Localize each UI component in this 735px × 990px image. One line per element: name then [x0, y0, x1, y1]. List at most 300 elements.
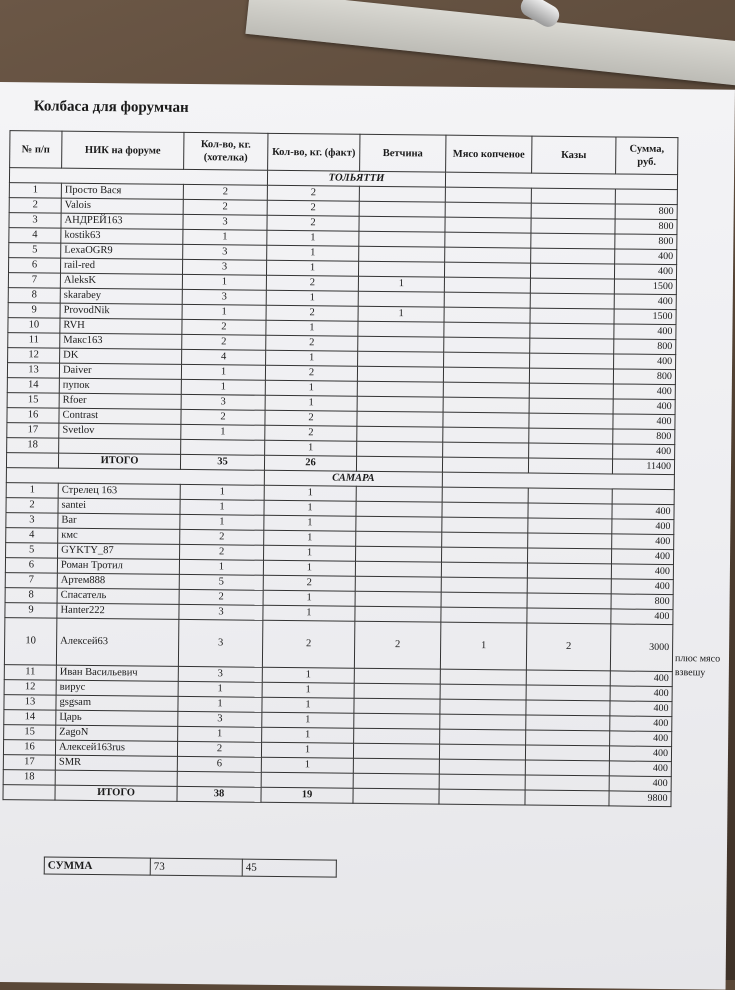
- cell-n: 9: [8, 303, 60, 319]
- cell-smoked: [443, 382, 529, 398]
- cell-sum: 800: [614, 339, 676, 355]
- cell-sum: 400: [615, 249, 677, 265]
- cell-smoked: [442, 517, 528, 533]
- cell-n: 15: [4, 725, 56, 741]
- cell-nick: santei: [58, 498, 180, 514]
- cell-smoked: [441, 607, 527, 623]
- cell-want: 3: [181, 394, 265, 410]
- cell-fact: 1: [261, 742, 353, 758]
- total-blank: [6, 453, 58, 469]
- cell-kazy: [526, 670, 610, 686]
- cell-nick: rail-red: [61, 258, 183, 274]
- cell-n: 12: [8, 348, 60, 364]
- cell-nick: ProvodNik: [60, 303, 182, 319]
- cell-want: 3: [183, 244, 267, 260]
- cell-smoked: 1: [440, 622, 526, 670]
- cell-sum: 400: [613, 384, 675, 400]
- cell-smoked: [441, 577, 527, 593]
- cell-want: 3: [178, 619, 262, 667]
- cell-n: 11: [4, 665, 56, 681]
- col-want: Кол-во, кг. (хотелка): [184, 132, 268, 170]
- cell-sum: 400: [612, 504, 674, 520]
- col-nick: НИК на форуме: [62, 131, 184, 169]
- cell-sum: 400: [611, 564, 673, 580]
- cell-smoked: [442, 487, 528, 503]
- cell-sum: 800: [615, 234, 677, 250]
- cell-smoked: [440, 684, 526, 700]
- cell-sum: 400: [611, 609, 673, 625]
- cell-nick: Svetlov: [59, 423, 181, 439]
- cell-sum: [615, 189, 677, 205]
- total-blank: [442, 457, 528, 473]
- cell-sum: 400: [614, 324, 676, 340]
- city-name: ТОЛЬЯТТИ: [267, 170, 445, 187]
- cell-smoked: [442, 532, 528, 548]
- cell-sum: 400: [614, 294, 676, 310]
- cell-nick: GYKTY_87: [58, 543, 180, 559]
- cell-ham: [358, 336, 444, 352]
- cell-sum: 1500: [614, 279, 676, 295]
- cell-kazy: [530, 293, 614, 309]
- cell-fact: 1: [263, 590, 355, 606]
- cell-nick: kostik63: [61, 228, 183, 244]
- cell-n: 4: [9, 228, 61, 244]
- cell-ham: [357, 441, 443, 457]
- cell-want: 2: [177, 741, 261, 757]
- cell-kazy: [529, 383, 613, 399]
- cell-smoked: [444, 352, 530, 368]
- cell-fact: 1: [266, 260, 358, 276]
- cell-ham: [355, 576, 441, 592]
- cell-kazy: [529, 413, 613, 429]
- cell-nick: Hanter222: [57, 603, 179, 619]
- cell-want: 4: [182, 349, 266, 365]
- cell-n: 7: [8, 273, 60, 289]
- cell-sum: 800: [613, 429, 675, 445]
- col-smoked: Мясо копченое: [446, 135, 532, 173]
- cell-n: 6: [5, 558, 57, 574]
- cell-want: 3: [178, 711, 262, 727]
- cell-n: 14: [7, 378, 59, 394]
- cell-ham: [358, 351, 444, 367]
- cell-n: 5: [6, 543, 58, 559]
- cell-n: 8: [8, 288, 60, 304]
- cell-sum: 400: [612, 519, 674, 535]
- cell-ham: [357, 426, 443, 442]
- cell-smoked: [439, 774, 525, 790]
- col-fact: Кол-во, кг. (факт): [268, 133, 360, 171]
- cell-kazy: [526, 685, 610, 701]
- cell-fact: 1: [267, 245, 359, 261]
- cell-nick: Стрелец 163: [58, 483, 180, 499]
- cell-smoked: [444, 307, 530, 323]
- cell-nick: [59, 438, 181, 454]
- cell-nick: skarabey: [60, 288, 182, 304]
- cell-want: 1: [180, 514, 264, 530]
- cell-kazy: [529, 443, 613, 459]
- cell-want: 2: [183, 184, 267, 200]
- cell-smoked: [443, 442, 529, 458]
- cell-sum: 800: [615, 219, 677, 235]
- cell-kazy: [527, 593, 611, 609]
- cell-ham: [354, 683, 440, 699]
- cell-kazy: [526, 715, 610, 731]
- cell-ham: [353, 773, 439, 789]
- cell-nick: Спасатель: [57, 588, 179, 604]
- cell-kazy: [528, 533, 612, 549]
- cell-smoked: [445, 202, 531, 218]
- cell-ham: [356, 501, 442, 517]
- cell-kazy: [531, 248, 615, 264]
- cell-nick: Алексей163rus: [55, 740, 177, 756]
- cell-fact: 1: [263, 605, 355, 621]
- cell-sum: 400: [609, 776, 671, 792]
- cell-kazy: 2: [526, 623, 610, 671]
- cell-want: 1: [181, 379, 265, 395]
- cell-smoked: [444, 337, 530, 353]
- cell-ham: [358, 261, 444, 277]
- cell-nick: DK: [60, 348, 182, 364]
- cell-smoked: [443, 427, 529, 443]
- cell-ham: [356, 486, 442, 502]
- cell-want: 1: [180, 499, 264, 515]
- cell-fact: 2: [265, 410, 357, 426]
- cell-n: 1: [6, 483, 58, 499]
- cell-fact: 2: [263, 575, 355, 591]
- cell-fact: 1: [265, 395, 357, 411]
- total-sum: 9800: [609, 791, 671, 807]
- cell-kazy: [530, 308, 614, 324]
- cell-smoked: [440, 714, 526, 730]
- cell-want: 2: [180, 529, 264, 545]
- note-text: плюс мясо взвешу: [674, 653, 721, 679]
- total-blank: [439, 789, 525, 805]
- col-num: № п/п: [10, 131, 62, 169]
- cell-nick: ZagoN: [56, 725, 178, 741]
- cell-fact: 2: [266, 305, 358, 321]
- cell-ham: [355, 606, 441, 622]
- cell-n: 17: [3, 755, 55, 771]
- cell-smoked: [441, 562, 527, 578]
- cell-ham: [359, 201, 445, 217]
- cell-smoked: [445, 187, 531, 203]
- cell-nick: Макс163: [60, 333, 182, 349]
- total-label: ИТОГО: [55, 785, 177, 801]
- cell-n: 18: [3, 770, 55, 786]
- cell-fact: 1: [262, 667, 354, 683]
- cell-fact: 1: [266, 290, 358, 306]
- cell-want: 1: [178, 681, 262, 697]
- cell-fact: 2: [267, 185, 359, 201]
- cell-sum: 400: [612, 534, 674, 550]
- cell-fact: 1: [266, 320, 358, 336]
- cell-kazy: [529, 368, 613, 384]
- cell-nick: Роман Тротил: [57, 558, 179, 574]
- cell-ham: 1: [358, 306, 444, 322]
- cell-kazy: [529, 398, 613, 414]
- cell-kazy: [531, 203, 615, 219]
- cell-fact: 1: [261, 757, 353, 773]
- cell-fact: 1: [264, 500, 356, 516]
- cell-want: 6: [177, 756, 261, 772]
- cell-n: 12: [4, 680, 56, 696]
- cell-want: [181, 439, 265, 455]
- cell-smoked: [445, 217, 531, 233]
- table-row: [4, 618, 672, 672]
- cell-n: 3: [9, 213, 61, 229]
- cell-fact: 1: [262, 682, 354, 698]
- cell-fact: 1: [262, 712, 354, 728]
- cell-want: 2: [181, 409, 265, 425]
- cell-kazy: [527, 608, 611, 624]
- cell-fact: 1: [264, 530, 356, 546]
- cell-fact: 2: [266, 275, 358, 291]
- total-want: 35: [180, 454, 264, 470]
- cell-kazy: [528, 503, 612, 519]
- cell-n: 1: [9, 183, 61, 199]
- cell-sum: 400: [610, 731, 672, 747]
- cell-want: 5: [179, 574, 263, 590]
- cell-sum: 400: [610, 701, 672, 717]
- cell-nick: gsgsam: [56, 695, 178, 711]
- document-title: Колбаса для форумчан: [33, 98, 189, 116]
- summary-fact: 45: [242, 859, 336, 877]
- cell-kazy: [530, 278, 614, 294]
- cell-want: 2: [180, 544, 264, 560]
- cell-kazy: [525, 760, 609, 776]
- total-sum: 11400: [612, 459, 674, 475]
- cell-n: 17: [7, 423, 59, 439]
- cell-ham: [355, 561, 441, 577]
- cell-smoked: [445, 232, 531, 248]
- cell-ham: [357, 366, 443, 382]
- cell-fact: 1: [265, 380, 357, 396]
- cell-n: 7: [5, 573, 57, 589]
- cell-smoked: [443, 367, 529, 383]
- cell-fact: 1: [264, 545, 356, 561]
- cell-nick: SMR: [55, 755, 177, 771]
- cell-n: 8: [5, 588, 57, 604]
- cell-kazy: [530, 323, 614, 339]
- cell-want: 1: [179, 559, 263, 575]
- cell-smoked: [445, 247, 531, 263]
- cell-n: 16: [3, 740, 55, 756]
- cell-nick: пупок: [59, 378, 181, 394]
- cell-want: 3: [182, 289, 266, 305]
- cell-smoked: [442, 502, 528, 518]
- cell-nick: Valois: [61, 198, 183, 214]
- cell-sum: 800: [615, 204, 677, 220]
- cell-want: 2: [183, 199, 267, 215]
- cell-ham: [357, 396, 443, 412]
- cell-kazy: [527, 563, 611, 579]
- cell-sum: 400: [610, 686, 672, 702]
- cell-nick: Rfoer: [59, 393, 181, 409]
- cell-ham: [358, 291, 444, 307]
- summary-want: 73: [150, 858, 242, 876]
- cell-kazy: [528, 518, 612, 534]
- cell-ham: [359, 231, 445, 247]
- cell-smoked: [443, 397, 529, 413]
- cell-kazy: [525, 775, 609, 791]
- cell-kazy: [531, 188, 615, 204]
- cell-n: 2: [6, 498, 58, 514]
- summary-table: [44, 857, 337, 878]
- cell-kazy: [530, 338, 614, 354]
- cell-nick: вирус: [56, 680, 178, 696]
- cell-want: 1: [181, 364, 265, 380]
- cell-want: 1: [180, 484, 264, 500]
- cell-want: 2: [179, 589, 263, 605]
- cell-nick: Просто Вася: [61, 183, 183, 199]
- cell-want: 3: [179, 604, 263, 620]
- cell-sum: 400: [614, 354, 676, 370]
- cell-sum: 800: [611, 594, 673, 610]
- total-blank: [525, 790, 609, 806]
- cell-sum: 400: [613, 414, 675, 430]
- cell-want: 1: [178, 726, 262, 742]
- cell-want: 2: [182, 319, 266, 335]
- cell-want: 1: [181, 424, 265, 440]
- cell-kazy: [526, 700, 610, 716]
- cell-sum: 400: [613, 399, 675, 415]
- cell-sum: 400: [609, 761, 671, 777]
- cell-n: 14: [4, 710, 56, 726]
- cell-want: [177, 771, 261, 787]
- cell-kazy: [528, 488, 612, 504]
- cell-smoked: [440, 729, 526, 745]
- cell-ham: [355, 591, 441, 607]
- cell-ham: [356, 516, 442, 532]
- cell-want: 3: [178, 666, 262, 682]
- cell-sum: 3000: [610, 624, 672, 672]
- cell-fact: 2: [267, 215, 359, 231]
- total-blank: [3, 785, 55, 801]
- cell-sum: 400: [609, 746, 671, 762]
- cell-ham: [354, 728, 440, 744]
- cell-nick: Иван Васильевич: [56, 665, 178, 681]
- cell-kazy: [531, 233, 615, 249]
- cell-kazy: [530, 353, 614, 369]
- cell-nick: кмс: [58, 528, 180, 544]
- cell-nick: LexaOGR9: [61, 243, 183, 259]
- cell-want: 1: [182, 274, 266, 290]
- cell-fact: 2: [265, 365, 357, 381]
- cell-n: 16: [7, 408, 59, 424]
- cell-n: 4: [6, 528, 58, 544]
- cell-fact: 2: [262, 620, 354, 668]
- cell-smoked: [440, 699, 526, 715]
- cell-n: 10: [8, 318, 60, 334]
- total-blank: [353, 788, 439, 804]
- total-want: 38: [177, 786, 261, 802]
- cell-sum: 400: [610, 716, 672, 732]
- cell-nick: RVH: [60, 318, 182, 334]
- cell-sum: 800: [613, 369, 675, 385]
- cell-fact: 2: [266, 335, 358, 351]
- cell-smoked: [441, 547, 527, 563]
- cell-kazy: [527, 548, 611, 564]
- cell-sum: 1500: [614, 309, 676, 325]
- cell-kazy: [531, 218, 615, 234]
- cell-ham: [357, 381, 443, 397]
- cell-n: 2: [9, 198, 61, 214]
- cell-want: 3: [183, 214, 267, 230]
- paper-sheet: [0, 82, 735, 990]
- cell-smoked: [444, 277, 530, 293]
- cell-ham: [356, 531, 442, 547]
- cell-smoked: [443, 412, 529, 428]
- cell-n: 13: [4, 695, 56, 711]
- cell-smoked: [444, 292, 530, 308]
- cell-smoked: [439, 744, 525, 760]
- cell-sum: 400: [614, 264, 676, 280]
- cell-kazy: [527, 578, 611, 594]
- cell-ham: [354, 668, 440, 684]
- cell-nick: Bar: [58, 513, 180, 529]
- col-ham: Ветчина: [360, 134, 446, 172]
- cell-ham: [354, 713, 440, 729]
- cell-fact: 1: [265, 440, 357, 456]
- cell-smoked: [439, 759, 525, 775]
- cell-sum: 400: [610, 671, 672, 687]
- cell-n: 9: [5, 603, 57, 619]
- cell-smoked: [440, 669, 526, 685]
- order-table: [2, 130, 678, 807]
- cell-ham: 1: [358, 276, 444, 292]
- cell-want: 1: [182, 304, 266, 320]
- cell-n: 3: [6, 513, 58, 529]
- cell-n: 6: [9, 258, 61, 274]
- cell-ham: [357, 411, 443, 427]
- total-fact: 19: [261, 787, 353, 803]
- cell-fact: 1: [267, 230, 359, 246]
- cell-kazy: [526, 730, 610, 746]
- cell-nick: Артем888: [57, 573, 179, 589]
- cell-nick: Contrast: [59, 408, 181, 424]
- cell-n: 10: [4, 618, 56, 666]
- cell-ham: [359, 216, 445, 232]
- cell-ham: [353, 743, 439, 759]
- cell-want: 1: [178, 696, 262, 712]
- cell-sum: 400: [611, 579, 673, 595]
- cell-want: 1: [183, 229, 267, 245]
- cell-sum: 400: [613, 444, 675, 460]
- cell-ham: [356, 546, 442, 562]
- cell-want: 2: [182, 334, 266, 350]
- cell-nick: Daiver: [59, 363, 181, 379]
- total-blank: [356, 456, 442, 472]
- cell-fact: 1: [266, 350, 358, 366]
- cell-fact: 2: [267, 200, 359, 216]
- cell-nick: Алексей63: [56, 618, 178, 666]
- cell-nick: АНДРЕЙ163: [61, 213, 183, 229]
- cell-fact: [261, 772, 353, 788]
- cell-ham: [358, 321, 444, 337]
- cell-nick: [55, 770, 177, 786]
- col-kazy: Казы: [532, 136, 616, 174]
- total-fact: 26: [264, 455, 356, 471]
- cell-fact: 1: [264, 485, 356, 501]
- cell-fact: 1: [262, 697, 354, 713]
- cell-n: 18: [7, 438, 59, 454]
- cell-ham: 2: [354, 621, 440, 669]
- cell-n: 13: [7, 363, 59, 379]
- cell-ham: [359, 186, 445, 202]
- cell-sum: 400: [611, 549, 673, 565]
- summary-label: СУММА: [44, 857, 150, 875]
- cell-fact: 1: [263, 560, 355, 576]
